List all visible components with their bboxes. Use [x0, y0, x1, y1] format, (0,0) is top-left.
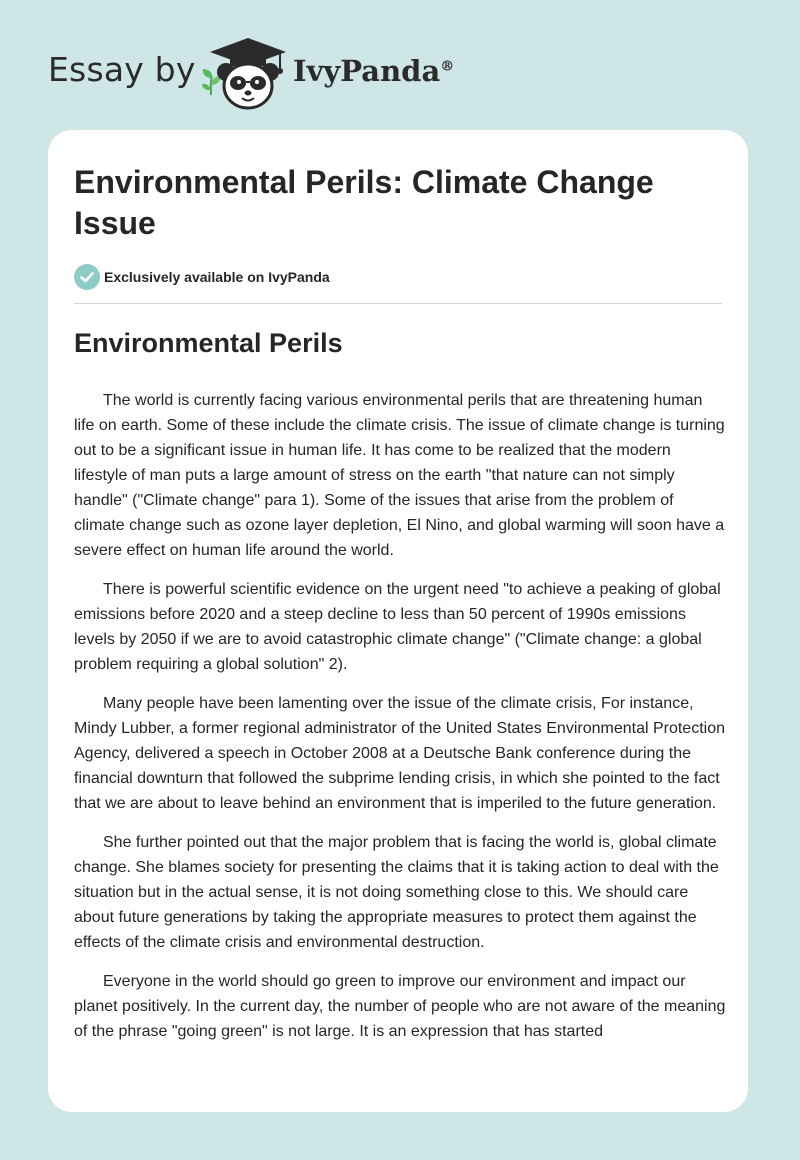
essay-title: Environmental Perils: Climate Change Issue	[74, 164, 654, 241]
section-heading: Environmental Perils	[74, 328, 343, 358]
paragraph: She further pointed out that the major problem that is facing the world is, global climate change. She blames society for presenting the claims that it is taking action to deal with the situation but in the actual sense, it is not doing something close to this. We should care about future generations by taking the appropriate measures to protect them against the effects of the climate crisis and environmental destruction.	[74, 834, 719, 951]
exclusive-badge	[74, 264, 330, 290]
divider	[74, 303, 722, 304]
site-header	[48, 32, 508, 112]
ivypanda-logo-link[interactable]	[206, 36, 290, 117]
exclusive-badge-text: Exclusively available on IvyPanda	[104, 269, 330, 285]
panda-graduate-icon	[206, 36, 290, 112]
check-circle-icon	[74, 264, 100, 290]
registered-mark: ®	[440, 58, 455, 75]
brand-name	[293, 54, 454, 88]
paragraph: The world is currently facing various environmental perils that are threatening human life on earth. Some of these include the climate crisis. The issue of climate change is turning out to be a significant issue in human life. It has come to be realized that the modern lifestyle of man puts a large amount of stress on the earth "that nature can not simply handle" ("Climate change" para 1). Some of the issues that arise from the problem of climate change such as ozone layer depletion, El Nino, and global warming will soon have a severe effect on human life around the world.	[74, 392, 725, 559]
brand-name-text: IvyPanda	[293, 54, 441, 88]
essay-by-label: Essay by	[48, 50, 196, 89]
paragraph: Many people have been lamenting over the issue of the climate crisis, For instance, Mindy Lubber, a former regional administrator of the United States Environmental Protection Agency, delivered a speech in October 2008 at a Deutsche Bank conference during the financial downturn that followed the subprime lending crisis, in which she pointed to the fact that we are about to leave behind an environment that is imperiled to the future generation.	[74, 695, 725, 812]
essay-card	[48, 130, 748, 1112]
essay-body	[74, 388, 726, 1058]
paragraph: Everyone in the world should go green to improve our environment and impact our planet positively. In the current day, the number of people who are not aware of the meaning of the phrase "going green" is not large. It is an expression that has started	[74, 973, 726, 1040]
paragraph: There is powerful scientific evidence on the urgent need "to achieve a peaking of global emissions before 2020 and a steep decline to less than 50 percent of 1990s emissions levels by 2050 if we are to avoid catastrophic climate change" ("Climate change: a global problem requiring a global solution" 2).	[74, 581, 721, 673]
